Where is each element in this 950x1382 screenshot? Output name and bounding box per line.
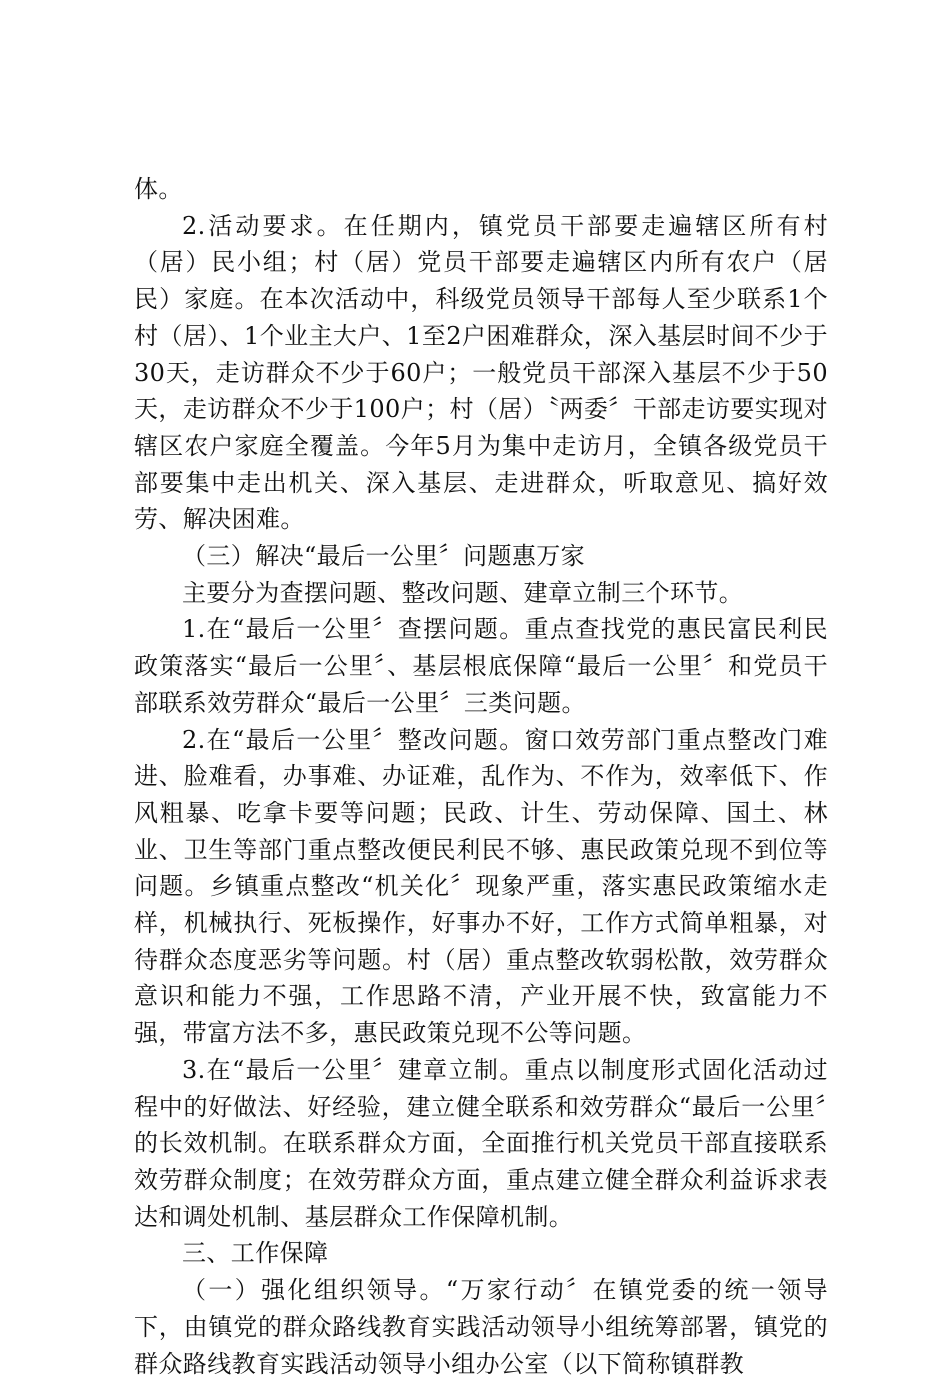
document-body: [134, 171, 828, 1382]
paragraph-identify-problems: 1.在“最后一公里〞查摆问题。重点查找党的惠民富民利民政策落实“最后一公里〞、基层根底保障“最后一公里〞和党员干部联系效劳群众“最后一公里〞三类问题。: [134, 615, 828, 717]
section-heading-work-guarantee: 三、工作保障: [182, 1239, 329, 1268]
paragraph-organizational-leadership: （一）强化组织领导。“万家行动〞在镇党委的统一领导下，由镇党的群众路线教育实践活动领导小组统筹部署，镇党的群众路线教育实践活动领导小组办公室（以下简称镇群教: [134, 1276, 828, 1378]
paragraph-build-systems: 3.在“最后一公里〞建章立制。重点以制度形式固化活动过程中的好做法、好经验，建立健全联系和效劳群众“最后一公里〞的长效机制。在联系群众方面，全面推行机关党员干部直接联系效劳群众制度；在效劳群众方面，重点建立健全群众利益诉求表达和调处机制、基层群众工作保障机制。: [134, 1055, 828, 1231]
paragraph-three-stages: 主要分为查摆问题、整改问题、建章立制三个环节。: [182, 578, 744, 607]
paragraph-activity-requirements: 2.活动要求。在任期内，镇党员干部要走遍辖区所有村（居）民小组；村（居）党员干部要走遍辖区内所有农户（居民）家庭。在本次活动中，科级党员领导干部每人至少联系1个村（居）、1个业主大户、1至2户困难群众，深入基层时间不少于30天，走访群众不少于60户；一般党员干部深入基层不少于50天，走访群众不少于100户；村（居）〝两委〞干部走访要实现对辖区农户家庭全覆盖。今年5月为集中走访月，全镇各级党员干部要集中走出机关、深入基层、走进群众，听取意见、搞好效劳、解决困难。: [134, 211, 828, 534]
paragraph-continuation: 体。: [134, 175, 183, 203]
paragraph-rectify-problems: 2.在“最后一公里〞整改问题。窗口效劳部门重点整改门难进、脸难看，办事难、办证难，乱作为、不作为，效率低下、作风粗暴、吃拿卡要等问题；民政、计生、劳动保障、国土、林业、卫生等部门重点整改便民利民不够、惠民政策兑现不到位等问题。乡镇重点整改“机关化〞现象严重，落实惠民政策缩水走样，机械执行、死板操作，好事办不好，工作方式简单粗暴，对待群众态度恶劣等问题。村（居）重点整改软弱松散，效劳群众意识和能力不强，工作思路不清，产业开展不快，致富能力不强，带富方法不多，惠民政策兑现不公等问题。: [134, 725, 828, 1048]
section-heading-last-mile: （三）解决“最后一公里〞问题惠万家: [182, 542, 586, 571]
